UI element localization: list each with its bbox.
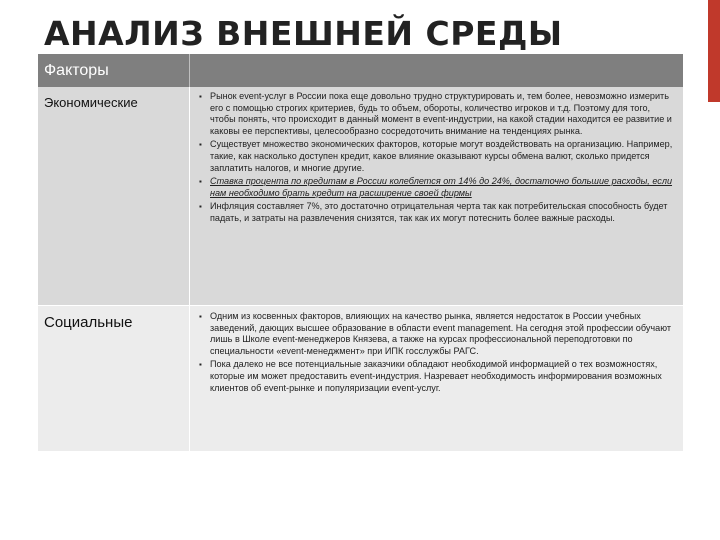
bullet-list-social bbox=[190, 306, 683, 394]
factor-description-economic bbox=[190, 87, 683, 305]
factor-description-social bbox=[190, 306, 683, 451]
bullet-item: ▪ Существует множество экономических факторов, которые могут воздействовать на организацию. Например, такие, как насколько доступен кредит, какое влияние оказывают курсы обмена валют, сколько придется заплатить налогов, и многие другие. bbox=[210, 139, 673, 174]
factors-table bbox=[38, 54, 683, 451]
header-description bbox=[190, 54, 683, 87]
factor-label-economic: Экономические bbox=[38, 87, 190, 305]
table-row-social bbox=[38, 306, 683, 451]
bullet-list-economic bbox=[190, 87, 683, 225]
bullet-item: ▪ Ставка процента по кредитам в России колеблется от 14% до 24%, достаточно большие расходы, если нам необходимо брать кредит на расширение своей фирмы bbox=[210, 176, 673, 199]
table-row-economic bbox=[38, 87, 683, 306]
table-header-row bbox=[38, 54, 683, 87]
bullet-item: ▪ Рынок event-услуг в России пока еще довольно трудно структурировать и, тем более, невозможно измерить его с помощью строгих критериев, будь то объем, обороты, количество игроков и т.д. Поэтому для того, чтобы понять, что происходит в данный момент в event-индустрии, на какой стадии находится ее развитие и каковы ее перспективы, целесообразно сосредоточить внимание на тенденциях рынка. bbox=[210, 91, 673, 137]
bullet-item: ▪ Одним из косвенных факторов, влияющих на качество рынка, является недостаток в России учебных заведений, дающих высшее образование в области event management. На сегодня этой профессии обучают лишь в Школе event-менеджеров Князева, а также на курсах профессиональной переподготовки по специальности «event-менеджмент» при ИПК госслужбы РАГС. bbox=[210, 311, 673, 357]
bullet-item: ▪ Пока далеко не все потенциальные заказчики обладают необходимой информацией о тех возможностях, которые им может предоставить event-индустрия. Назревает необходимость информирования возможных клиентов об event-рынке и популяризации event-услуг. bbox=[210, 359, 673, 394]
page-title: АНАЛИЗ ВНЕШНЕЙ СРЕДЫ bbox=[44, 14, 563, 53]
bullet-item: ▪ Инфляция составляет 7%, это достаточно отрицательная черта так как потребительская способность будет падать, и затраты на развлечения снизятся, так как их могут потеснить более важные расходы. bbox=[210, 201, 673, 224]
factor-label-social: Социальные bbox=[38, 306, 190, 451]
header-factors: Факторы bbox=[38, 54, 190, 87]
accent-bar bbox=[708, 0, 720, 102]
